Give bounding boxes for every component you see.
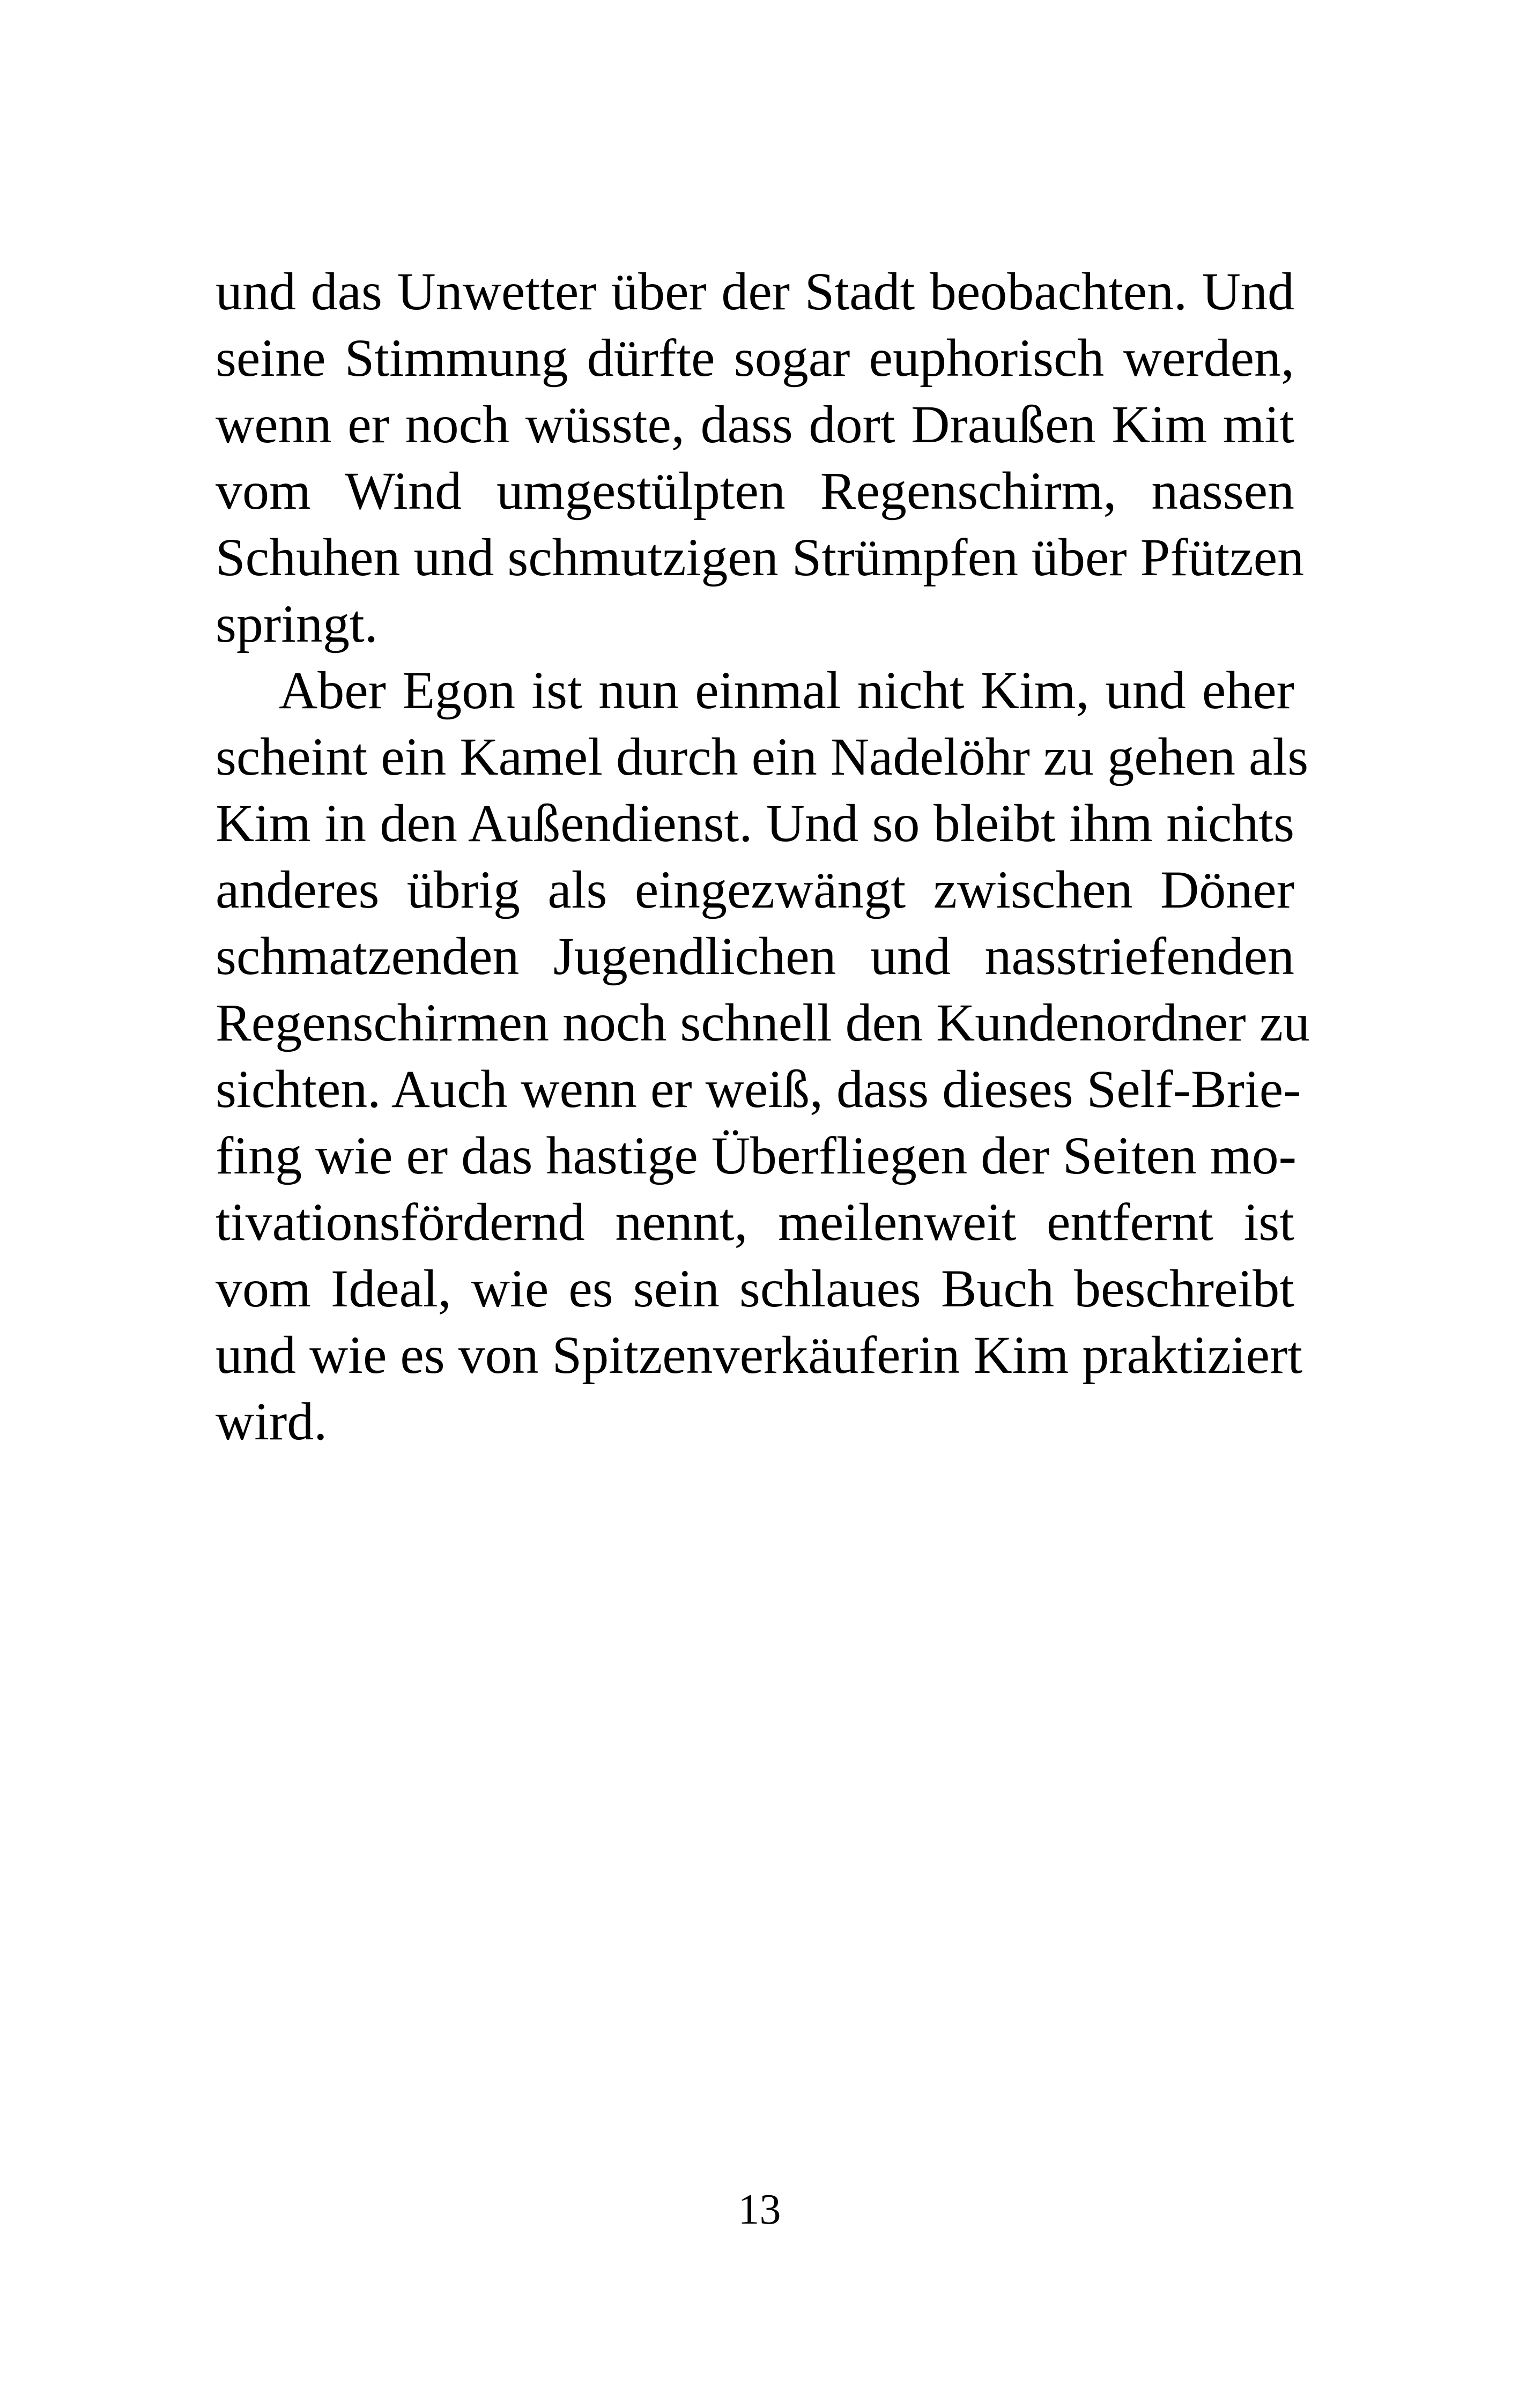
text-line: springt.	[216, 594, 378, 653]
text-line: anderes übrig als eingezwängt zwischen Döner	[216, 860, 1294, 919]
text-line: vom Ideal, wie es sein schlaues Buch beschreibt	[216, 1259, 1294, 1318]
body-text	[216, 258, 1310, 1455]
text-line: schmatzenden Jugendlichen und nasstriefenden	[216, 926, 1294, 986]
text-line: Kim in den Außendienst. Und so bleibt ihm nichts	[216, 793, 1294, 853]
text-line-paragraph-start: Aber Egon ist nun einmal nicht Kim, und eher	[279, 660, 1294, 720]
text-line: vom Wind umgestülpten Regenschirm, nassen	[216, 461, 1294, 521]
text-line: scheint ein Kamel durch ein Nadelöhr zu gehen als	[216, 727, 1309, 786]
text-line: seine Stimmung dürfte sogar euphorisch werden,	[216, 328, 1294, 388]
text-line: wird.	[216, 1392, 328, 1451]
text-line: und wie es von Spitzenverkäuferin Kim praktiziert	[216, 1325, 1303, 1385]
text-line: tivationsfördernd nennt, meilenweit entfernt ist	[216, 1192, 1294, 1252]
text-line: Regenschirmen noch schnell den Kundenordner zu	[216, 993, 1310, 1052]
text-line: fing wie er das hastige Überfliegen der Seiten mo-	[216, 1126, 1296, 1185]
text-line: wenn er noch wüsste, dass dort Draußen Kim mit	[216, 395, 1294, 454]
page-number: 13	[738, 2186, 781, 2233]
text-line: Schuhen und schmutzigen Strümpfen über Pfützen	[216, 527, 1305, 587]
text-line: und das Unwetter über der Stadt beobachten. Und	[216, 262, 1294, 321]
text-line: sichten. Auch wenn er weiß, dass dieses Self-Brie-	[216, 1059, 1301, 1119]
